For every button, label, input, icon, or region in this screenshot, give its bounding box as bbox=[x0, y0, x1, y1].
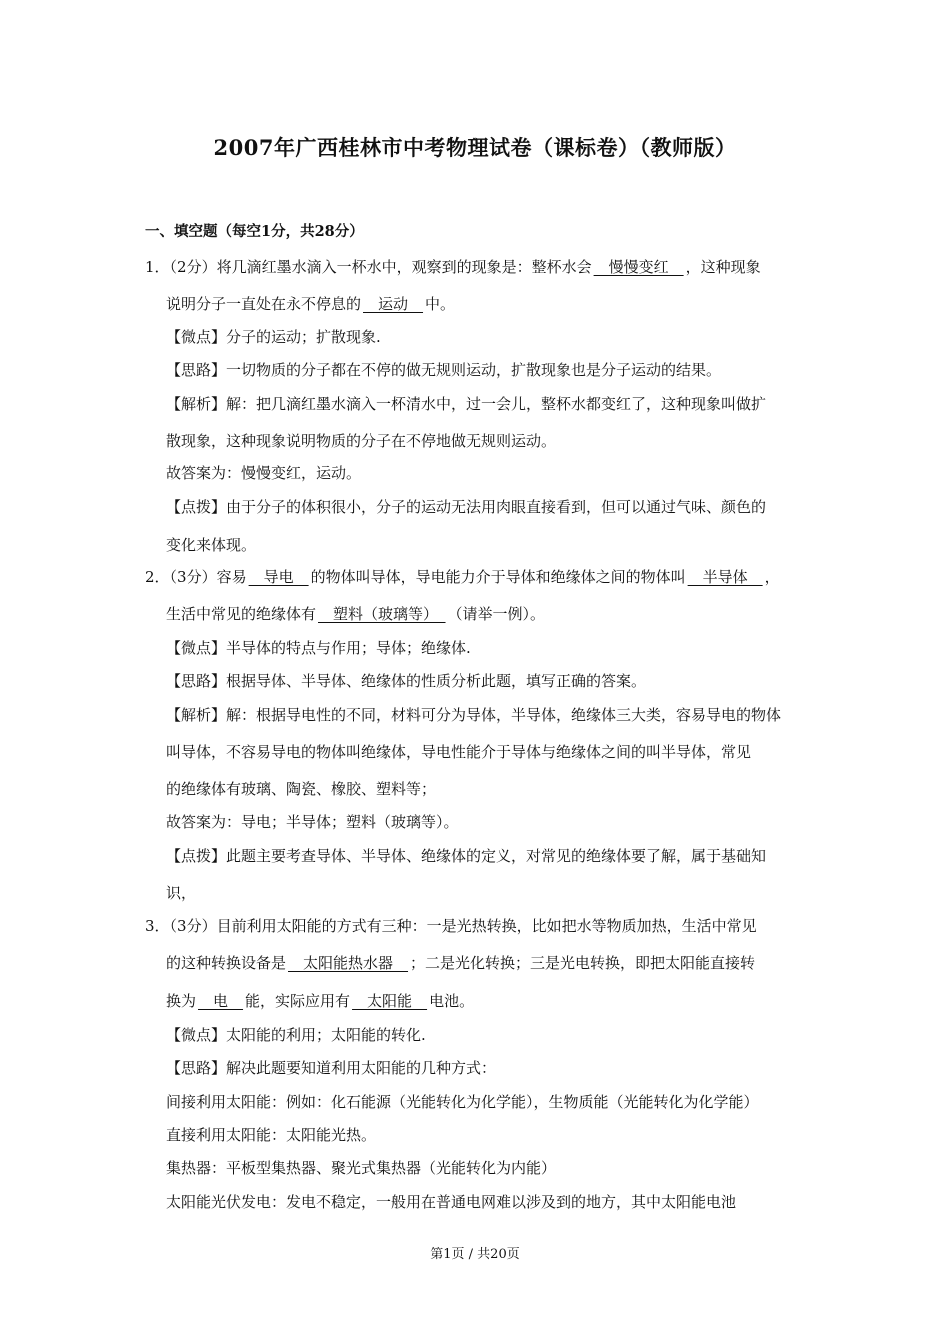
q3-text: （3分）目前利用太阳能的方式有三种：一是光热转换，比如把水等物质加热，生活中常见 bbox=[169, 917, 757, 935]
q2-number: 2． bbox=[145, 568, 170, 586]
q2-weidian: 【微点】半导体的特点与作用；导体；绝缘体. bbox=[166, 639, 471, 657]
q3-text: ；二是光化转换；三是光电转换，即把太阳能直接转 bbox=[410, 954, 756, 972]
q1-text: ，这种现象 bbox=[685, 258, 761, 276]
q3-text: 电池。 bbox=[429, 992, 475, 1010]
q2-answer-blank-1: 导电 bbox=[248, 568, 309, 586]
section-heading: 一、填空题（每空1分，共28分） bbox=[145, 223, 364, 240]
q3-text: 能，实际应用有 bbox=[245, 992, 351, 1010]
q2-text: 的物体叫导体，导电能力介于导体和绝缘体之间的物体叫 bbox=[310, 568, 686, 586]
q1-dianbo-2: 变化来体现。 bbox=[166, 536, 257, 554]
q2-answer: 故答案为：导电；半导体；塑料（玻璃等）。 bbox=[166, 813, 459, 831]
q2-dianbo-1: 【点拨】此题主要考查导体、半导体、绝缘体的定义，对常见的绝缘体要了解，属于基础知 bbox=[166, 847, 767, 865]
q2-answer-blank-2: 半导体 bbox=[687, 568, 763, 586]
q2-answer-blank-3: 塑料（玻璃等） bbox=[318, 605, 446, 623]
q1-number: 1． bbox=[145, 258, 170, 276]
q3-line-1 bbox=[145, 916, 757, 936]
q1-weidian: 【微点】分子的运动；扩散现象. bbox=[166, 328, 381, 346]
q2-line-1 bbox=[145, 567, 780, 587]
q1-text: 说明分子一直处在永不停息的 bbox=[166, 295, 362, 313]
q2-dianbo-2: 识， bbox=[166, 884, 197, 902]
q3-silu-pv: 太阳能光伏发电：发电不稳定，一般用在普通电网难以涉及到的地方，其中太阳能电池 bbox=[166, 1193, 737, 1211]
q3-silu: 【思路】解决此题要知道利用太阳能的几种方式： bbox=[166, 1059, 497, 1077]
q2-text: 生活中常见的绝缘体有 bbox=[166, 605, 317, 623]
q2-line-2 bbox=[166, 604, 545, 624]
q2-text: （请举一例）。 bbox=[447, 605, 546, 623]
q3-number: 3． bbox=[145, 917, 170, 935]
q1-answer-blank-1: 慢慢变红 bbox=[593, 258, 684, 276]
q2-jiexi-3: 的绝缘体有玻璃、陶瓷、橡胶、塑料等； bbox=[166, 780, 437, 798]
q1-text: （2分）将几滴红墨水滴入一杯水中，观察到的现象是：整杯水会 bbox=[169, 258, 592, 276]
q1-dianbo-1: 【点拨】由于分子的体积很小，分子的运动无法用肉眼直接看到，但可以通过气味、颜色的 bbox=[166, 498, 767, 516]
q1-text: 中。 bbox=[425, 295, 456, 313]
q3-text: 的这种转换设备是 bbox=[166, 954, 287, 972]
q1-jiexi-2: 散现象，这种现象说明物质的分子在不停地做无规则运动。 bbox=[166, 432, 557, 450]
q2-jiexi-2: 叫导体，不容易导电的物体叫绝缘体，导电性能介于导体与绝缘体之间的叫半导体，常见 bbox=[166, 743, 752, 761]
q1-answer: 故答案为：慢慢变红，运动。 bbox=[166, 464, 362, 482]
q3-silu-indirect: 间接利用太阳能：例如：化石能源（光能转化为化学能），生物质能（光能转化为化学能） bbox=[166, 1093, 759, 1111]
page-footer: 第1页 / 共20页 bbox=[430, 1247, 520, 1262]
q3-answer-blank-3: 太阳能 bbox=[352, 992, 428, 1010]
q2-jiexi-1: 【解析】解：根据导电性的不同，材料可分为导体，半导体，绝缘体三大类，容易导电的物体 bbox=[166, 706, 782, 724]
q1-silu: 【思路】一切物质的分子都在不停的做无规则运动，扩散现象也是分子运动的结果。 bbox=[166, 361, 722, 379]
q3-answer-blank-2: 电 bbox=[198, 992, 244, 1010]
q3-answer-blank-1: 太阳能热水器 bbox=[288, 954, 409, 972]
document-title: 2007年广西桂林市中考物理试卷（课标卷）（教师版） bbox=[213, 135, 737, 160]
q1-answer-blank-2: 运动 bbox=[363, 295, 424, 313]
q3-silu-collector: 集热器：平板型集热器、聚光式集热器（光能转化为内能） bbox=[166, 1159, 557, 1177]
q1-jiexi-1: 【解析】解：把几滴红墨水滴入一杯清水中，过一会儿，整杯水都变红了，这种现象叫做扩 bbox=[166, 395, 767, 413]
q3-text: 换为 bbox=[166, 992, 197, 1010]
q3-line-3 bbox=[166, 991, 474, 1011]
q3-line-2 bbox=[166, 953, 755, 973]
q2-text: （3分）容易 bbox=[169, 568, 247, 586]
q3-silu-direct: 直接利用太阳能：太阳能光热。 bbox=[166, 1126, 377, 1144]
q2-text: ， bbox=[764, 568, 780, 586]
q1-line-2 bbox=[166, 294, 455, 314]
q1-line-1 bbox=[145, 257, 761, 277]
q2-silu: 【思路】根据导体、半导体、绝缘体的性质分析此题，填写正确的答案。 bbox=[166, 672, 647, 690]
q3-weidian: 【微点】太阳能的利用；太阳能的转化. bbox=[166, 1026, 426, 1044]
